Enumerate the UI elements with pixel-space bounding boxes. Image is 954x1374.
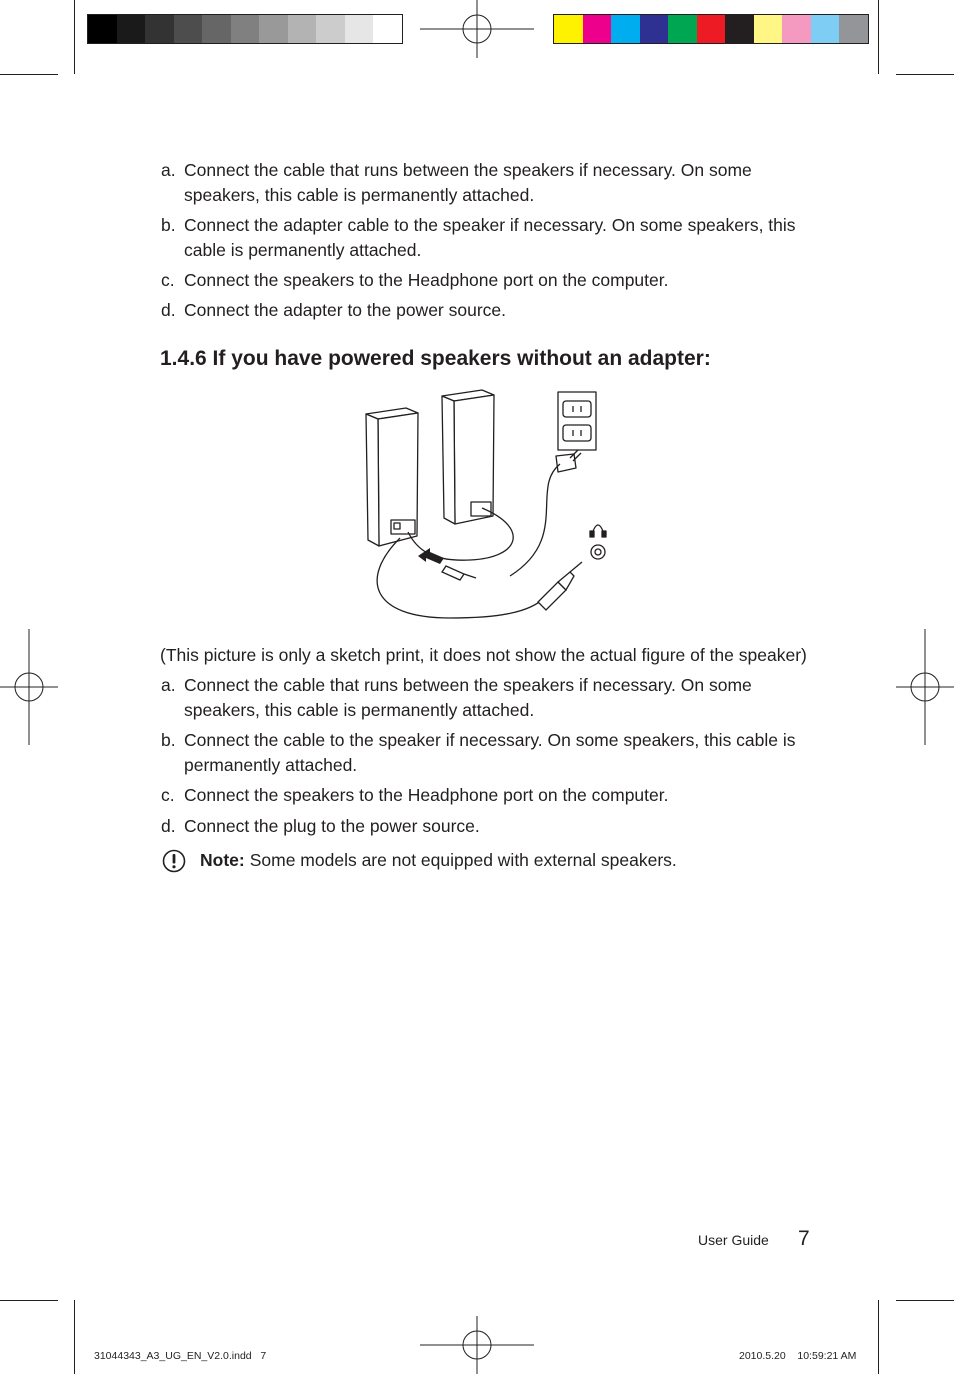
color-swatch [316, 15, 345, 43]
list-item [161, 814, 821, 839]
list-item [161, 673, 821, 723]
list-text: Connect the speakers to the Headphone port on the computer. [184, 270, 669, 290]
color-swatch [145, 15, 174, 43]
color-swatch [640, 15, 669, 43]
list-marker: d. [161, 300, 176, 320]
list-marker: c. [161, 785, 175, 805]
list-marker: b. [161, 730, 176, 750]
process-color-bar [553, 14, 869, 44]
color-swatch [782, 15, 811, 43]
list-item [161, 158, 821, 208]
color-swatch [811, 15, 840, 43]
color-swatch [697, 15, 726, 43]
color-swatch [345, 15, 374, 43]
list-text: Connect the speakers to the Headphone port on the computer. [184, 785, 669, 805]
color-swatch [202, 15, 231, 43]
exclamation-circle-icon [162, 849, 186, 873]
list-text: Connect the cable that runs between the speakers if necessary. On some speakers, this cable is permanently attached. [184, 675, 752, 720]
color-swatch [231, 15, 260, 43]
slug-timestamp: 2010.5.20 10:59:21 AM [739, 1350, 857, 1362]
list-marker: a. [161, 160, 176, 180]
color-swatch [373, 15, 402, 43]
list-marker: b. [161, 215, 176, 235]
slug-file-info: 31044343_A3_UG_EN_V2.0.indd 7 [94, 1350, 267, 1362]
note-box [162, 848, 677, 873]
color-swatch [88, 15, 117, 43]
color-swatch [668, 15, 697, 43]
color-swatch [117, 15, 146, 43]
list-marker: d. [161, 816, 176, 836]
footer-label: User Guide [698, 1232, 769, 1248]
note-text: Some models are not equipped with external speakers. [249, 850, 677, 870]
list-marker: a. [161, 675, 176, 695]
illustration-caption: (This picture is only a sketch print, it does not show the actual figure of the speaker) [160, 645, 807, 665]
page-number: 7 [798, 1227, 810, 1250]
color-swatch [583, 15, 612, 43]
color-swatch [725, 15, 754, 43]
list-text: Connect the cable to the speaker if necessary. On some speakers, this cable is permanently attached. [184, 730, 796, 775]
list-marker: c. [161, 270, 175, 290]
speaker-connection-illustration [360, 388, 620, 624]
color-swatch [174, 15, 203, 43]
section-heading: 1.4.6 If you have powered speakers without an adapter: [160, 347, 711, 370]
color-swatch [259, 15, 288, 43]
list-text: Connect the adapter cable to the speaker if necessary. On some speakers, this cable is permanently attached. [184, 215, 796, 260]
color-swatch [754, 15, 783, 43]
list-text: Connect the cable that runs between the speakers if necessary. On some speakers, this cable is permanently attached. [184, 160, 752, 205]
list-text: Connect the plug to the power source. [184, 816, 480, 836]
list-item [161, 783, 821, 808]
list-item [161, 298, 821, 323]
color-swatch [288, 15, 317, 43]
color-swatch [554, 15, 583, 43]
list-item [161, 728, 821, 778]
list-text: Connect the adapter to the power source. [184, 300, 507, 320]
list-item [161, 213, 821, 263]
grayscale-color-bar [87, 14, 403, 44]
list-item [161, 268, 821, 293]
note-label: Note: [200, 850, 245, 870]
color-swatch [611, 15, 640, 43]
color-swatch [839, 15, 868, 43]
